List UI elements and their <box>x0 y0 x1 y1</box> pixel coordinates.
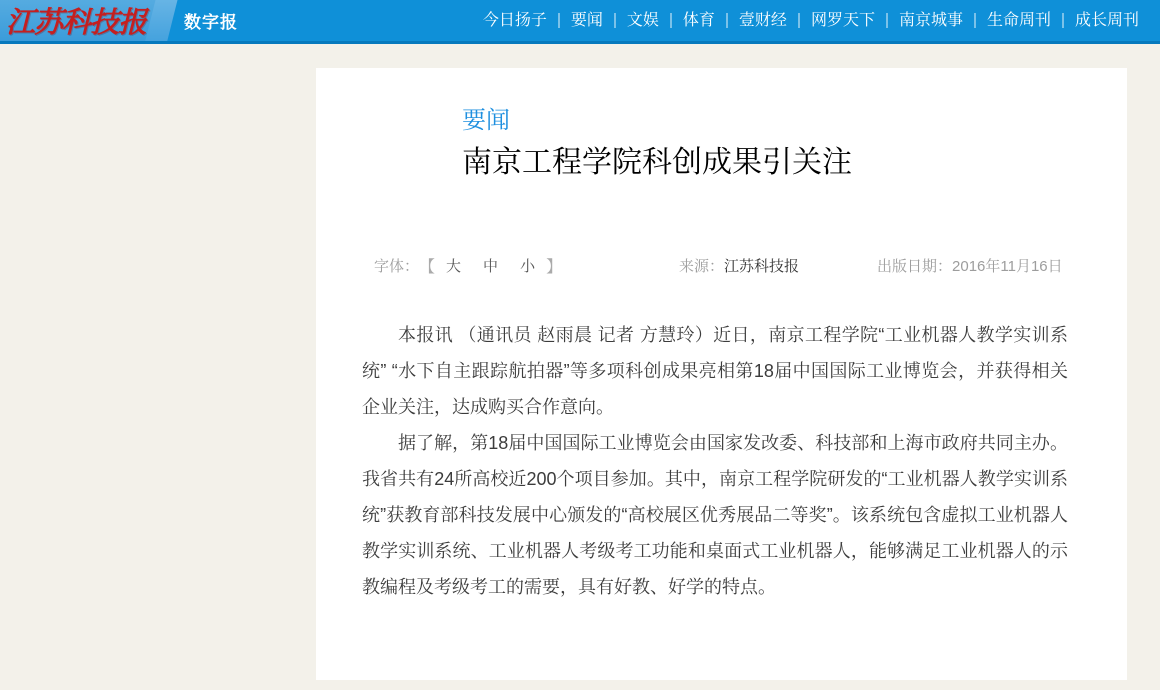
source-info <box>679 255 877 276</box>
font-size-control <box>374 254 679 277</box>
publish-date-value: 2016年11月16日 <box>952 258 1063 275</box>
article-header <box>316 68 1127 182</box>
digital-edition-label: 数字报 <box>184 13 238 32</box>
font-size-medium-button[interactable]: 中 <box>483 258 499 275</box>
bracket-close: 】 <box>546 259 563 276</box>
logo-zone <box>0 0 162 41</box>
top-header-bar <box>0 0 1160 44</box>
nav-item-finance[interactable]: 壹财经 <box>738 12 787 29</box>
article-body <box>316 317 1127 605</box>
source-label: 来源： <box>679 258 725 275</box>
font-size-small-button[interactable]: 小 <box>520 258 536 275</box>
source-value: 江苏科技报 <box>724 258 800 275</box>
nav-item-nanjing-city[interactable]: 南京城事 <box>898 12 963 29</box>
font-size-large-button[interactable]: 大 <box>446 258 462 275</box>
article-paragraph: 据了解，第18届中国国际工业博览会由国家发改委、科技部和上海市政府共同主办。我省共有24所高校近200个项目参加。其中，南京工程学院研发的“工业机器人教学实训系统”获教育部科技发展中心颁发的“高校展区优秀展品二等奖”。该系统包含虚拟工业机器人教学实训系统、工业机器人考级考工功能和桌面式工业机器人，能够满足工业机器人的示教编程及考级考工的需要，具有好教、好学的特点。 <box>362 433 1068 597</box>
article-title: 南京工程学院科创成果引关注 <box>462 146 852 179</box>
nav-item-headlines[interactable]: 要闻 <box>570 12 603 29</box>
nav-item-sports[interactable]: 体育 <box>682 12 715 29</box>
article-paragraph: 本报讯 （通讯员 赵雨晨 记者 方慧玲）近日，南京工程学院“工业机器人教学实训系统” “水下自主跟踪航拍器”等多项科创成果亮相第18届中国国际工业博览会，并获得相关企业关注，达成购买合作意向。 <box>362 325 1068 417</box>
nav-item-life-weekly[interactable]: 生命周刊 <box>986 12 1051 29</box>
article-meta-row <box>316 254 1127 277</box>
nav-item-web-roundup[interactable]: 网罗天下 <box>810 12 875 29</box>
newspaper-logo[interactable]: 江苏科技报 <box>6 7 147 39</box>
nav-item-today-yangzi[interactable]: 今日扬子 <box>482 12 547 29</box>
font-size-label: 字体： <box>374 258 420 275</box>
main-navigation <box>472 0 1160 41</box>
publish-date-label: 出版日期： <box>877 258 953 275</box>
article-card <box>316 68 1127 680</box>
bracket-open: 【 <box>419 259 436 276</box>
category-label[interactable]: 要闻 <box>462 108 510 134</box>
nav-item-growth-weekly[interactable]: 成长周刊 <box>1074 12 1139 29</box>
publish-date-info <box>877 255 1063 276</box>
nav-item-entertainment[interactable]: 文娱 <box>626 12 659 29</box>
